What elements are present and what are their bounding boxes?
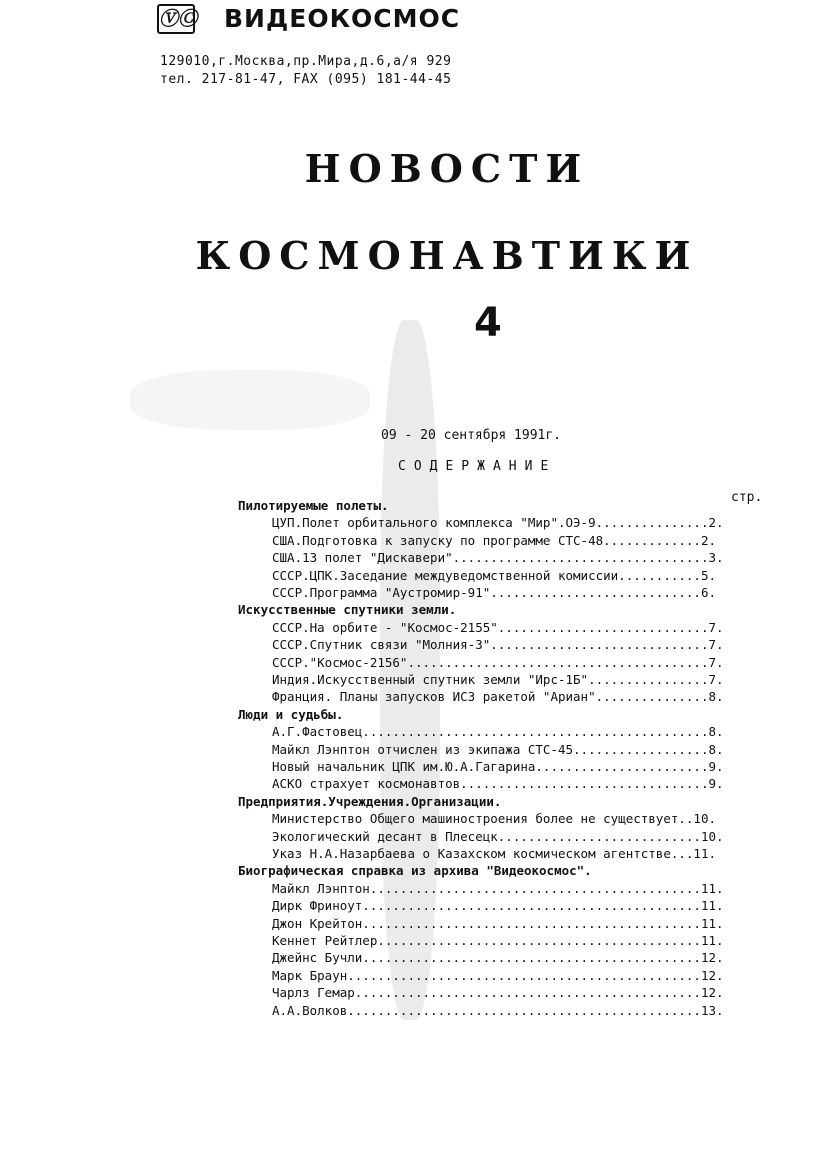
toc-section-heading: Искусственные спутники земли. [238, 602, 457, 618]
toc-entry: Экологический десант в Плесецк...........................10. [272, 828, 724, 844]
toc-entry: А.А.Волков...............................................13. [272, 1002, 724, 1018]
toc-entry: Дирк Фриноут.............................................11. [272, 898, 724, 914]
toc-section-heading: Пилотируемые полеты. [238, 498, 389, 513]
postal-address: 129010,г.Москва,пр.Мира,д.6,а/я 929 [160, 54, 452, 69]
toc-entry: СССР.ЦПК.Заседание междуведомственной комиссии...........5. [272, 567, 717, 583]
toc-entry: Майкл Лэнптон............................................11. [272, 880, 724, 896]
videokosmos-logo: ⓋⒸ [157, 4, 195, 34]
organization-name: ВИДЕОКОСМОС [224, 4, 461, 33]
toc-entry: Указ Н.А.Назарбаева о Казахском космическом агентстве...11. [272, 846, 717, 861]
toc-entry: Джейнс Бучли.............................................12. [272, 950, 724, 966]
toc-entry: Кеннет Рейтлер...........................................11. [272, 933, 724, 948]
toc-section-heading: Предприятия.Учреждения.Организации. [238, 793, 502, 809]
phone-fax: тел. 217-81-47, FAX (095) 181-44-45 [160, 72, 452, 87]
toc-entry: АСКО страхует космонавтов.................................9. [272, 776, 724, 792]
toc-entry: СССР.На орбите - "Космос-2155"............................7. [272, 619, 724, 635]
contents-heading: СОДЕРЖАНИЕ [398, 459, 557, 474]
toc-entry: Чарлз Гемар..............................................12. [272, 985, 724, 1001]
scan-smudge [130, 370, 370, 430]
toc-entry: Джон Крейтон.............................................11. [272, 915, 724, 931]
toc-entry: США.13 полет "Дискавери"..................................3. [272, 550, 724, 566]
toc-section-heading: Биографическая справка из архива "Видеокосмос". [238, 863, 592, 879]
issue-number: 4 [474, 300, 502, 346]
toc-entry: Новый начальник ЦПК им.Ю.А.Гагарина.......................9. [272, 759, 724, 774]
toc-entry: Франция. Планы запусков ИСЗ ракетой "Ариан"...............8. [272, 689, 724, 705]
publication-title-line1: НОВОСТИ [304, 146, 590, 191]
toc-entry: Майкл Лэнптон отчислен из экипажа СТС-45..................8. [272, 741, 724, 757]
toc-entry: Марк Браун...............................................12. [272, 967, 724, 983]
toc-entry: Министерство Общего машиностроения более не существует..10. [272, 811, 717, 827]
toc-section-heading: Люди и судьбы. [238, 706, 344, 722]
toc-entry: А.Г.Фастовец..............................................8. [272, 724, 724, 740]
toc-entry: СССР.Спутник связи "Молния-3".............................7. [272, 637, 724, 653]
publication-title-line2: КОСМОНАВТИКИ [195, 233, 699, 278]
toc-entry: СССР.Программа "Аустромир-91"............................6. [272, 585, 717, 600]
toc-entry: США.Подготовка к запуску по программе СТС-48.............2. [272, 532, 717, 548]
toc-entry: СССР."Космос-2156"........................................7. [272, 654, 724, 670]
toc-entry: Индия.Искусственный спутник земли "Ирс-1Б"................7. [272, 672, 724, 687]
toc-entry: ЦУП.Полет орбитального комплекса "Мир".ОЭ-9...............2. [272, 515, 724, 531]
date-range: 09 - 20 сентября 1991г. [381, 428, 562, 443]
page-column-label: стр. [731, 490, 763, 505]
